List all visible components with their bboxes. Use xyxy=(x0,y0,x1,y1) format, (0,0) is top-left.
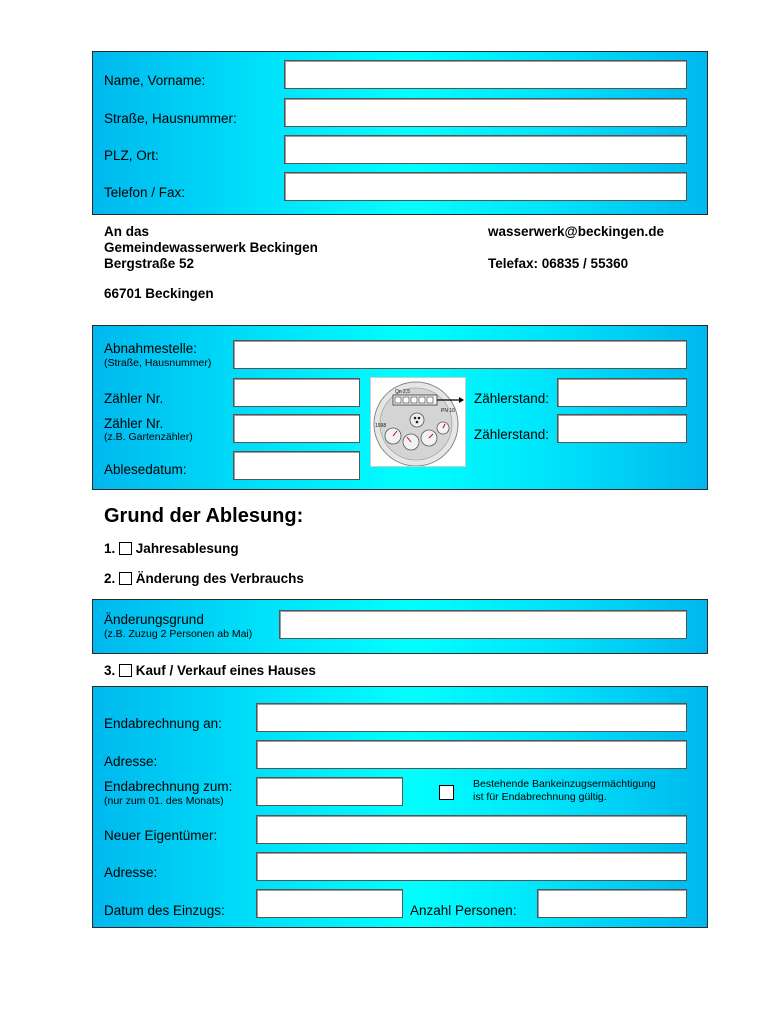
dial-year-text: 1998 xyxy=(375,423,387,429)
change-reason-field[interactable] xyxy=(279,610,687,639)
location-label: Abnahmestelle: xyxy=(104,341,198,356)
meter-2-label: Zähler Nr. xyxy=(104,416,164,431)
persons-count-label: Anzahl Personen: xyxy=(410,903,517,918)
street-label: Straße, Hausnummer: xyxy=(104,111,237,126)
meter-1-field[interactable] xyxy=(233,378,360,407)
change-reason-panel xyxy=(92,599,708,654)
change-reason-label: Änderungsgrund xyxy=(104,612,204,627)
recipient-fax: Telefax: 06835 / 55360 xyxy=(488,256,629,271)
name-label: Name, Vorname: xyxy=(104,73,206,88)
address-1-field[interactable] xyxy=(256,740,687,769)
zip-city-field[interactable] xyxy=(284,135,687,164)
recipient-line-2: Gemeindewasserwerk Beckingen xyxy=(104,240,318,255)
reading-2-field[interactable] xyxy=(557,414,687,443)
name-field[interactable] xyxy=(284,60,687,89)
option-3 xyxy=(104,663,316,679)
option-2-label: Änderung des Verbrauchs xyxy=(135,571,304,586)
bank-authorization-line-1: Bestehende Bankeinzugsermächtigung xyxy=(473,778,656,790)
meter-2-sublabel: (z.B. Gartenzähler) xyxy=(104,431,193,443)
reading-date-field[interactable] xyxy=(233,451,360,480)
option-2 xyxy=(104,571,304,587)
reading-1-field[interactable] xyxy=(557,378,687,407)
water-meter-icon xyxy=(371,378,465,466)
sale-panel xyxy=(92,686,708,928)
meter-2-field[interactable] xyxy=(233,414,360,443)
option-1 xyxy=(104,541,239,557)
change-reason-sublabel: (z.B. Zuzug 2 Personen ab Mai) xyxy=(104,628,253,640)
bank-authorization-line-2: ist für Endabrechnung gültig. xyxy=(473,791,607,803)
option-1-label: Jahresablesung xyxy=(135,541,239,556)
reading-2-label: Zählerstand: xyxy=(474,427,550,442)
dial-pn-text: PN 16 xyxy=(441,408,455,414)
recipient-city: 66701 Beckingen xyxy=(104,286,214,301)
reading-1-label: Zählerstand: xyxy=(474,391,550,406)
address-1-label: Adresse: xyxy=(104,754,158,769)
option-3-checkbox[interactable] xyxy=(119,664,132,677)
final-bill-to-field[interactable] xyxy=(256,703,687,732)
option-1-number: 1. xyxy=(104,541,116,556)
option-1-checkbox[interactable] xyxy=(119,542,132,555)
final-bill-date-sublabel: (nur zum 01. des Monats) xyxy=(104,795,224,807)
phone-fax-field[interactable] xyxy=(284,172,687,201)
location-sublabel: (Straße, Hausnummer) xyxy=(104,357,212,369)
reason-heading: Grund der Ablesung: xyxy=(104,505,304,527)
location-field[interactable] xyxy=(233,340,687,369)
final-bill-to-label: Endabrechnung an: xyxy=(104,716,222,731)
address-2-label: Adresse: xyxy=(104,865,158,880)
recipient-line-3: Bergstraße 52 xyxy=(104,256,195,271)
address-2-field[interactable] xyxy=(256,852,687,881)
new-owner-field[interactable] xyxy=(256,815,687,844)
new-owner-label: Neuer Eigentümer: xyxy=(104,828,218,843)
option-2-number: 2. xyxy=(104,571,116,586)
persons-count-field[interactable] xyxy=(537,889,687,918)
contact-panel xyxy=(92,51,708,215)
option-2-checkbox[interactable] xyxy=(119,572,132,585)
water-meter-illustration xyxy=(370,377,466,467)
move-in-date-field[interactable] xyxy=(256,889,403,918)
final-bill-date-label: Endabrechnung zum: xyxy=(104,779,233,794)
option-3-label: Kauf / Verkauf eines Hauses xyxy=(135,663,316,678)
zip-city-label: PLZ, Ort: xyxy=(104,148,159,163)
final-bill-date-field[interactable] xyxy=(256,777,403,806)
phone-fax-label: Telefon / Fax: xyxy=(104,185,186,200)
street-field[interactable] xyxy=(284,98,687,127)
recipient-line-1: An das xyxy=(104,224,150,239)
dial-qn-text: Qn 2,5 xyxy=(395,389,411,395)
move-in-date-label: Datum des Einzugs: xyxy=(104,903,225,918)
reading-date-label: Ablesedatum: xyxy=(104,462,187,477)
meter-1-label: Zähler Nr. xyxy=(104,391,164,406)
recipient-email: wasserwerk@beckingen.de xyxy=(488,224,664,239)
bank-authorization-checkbox[interactable] xyxy=(439,785,454,800)
option-3-number: 3. xyxy=(104,663,116,678)
